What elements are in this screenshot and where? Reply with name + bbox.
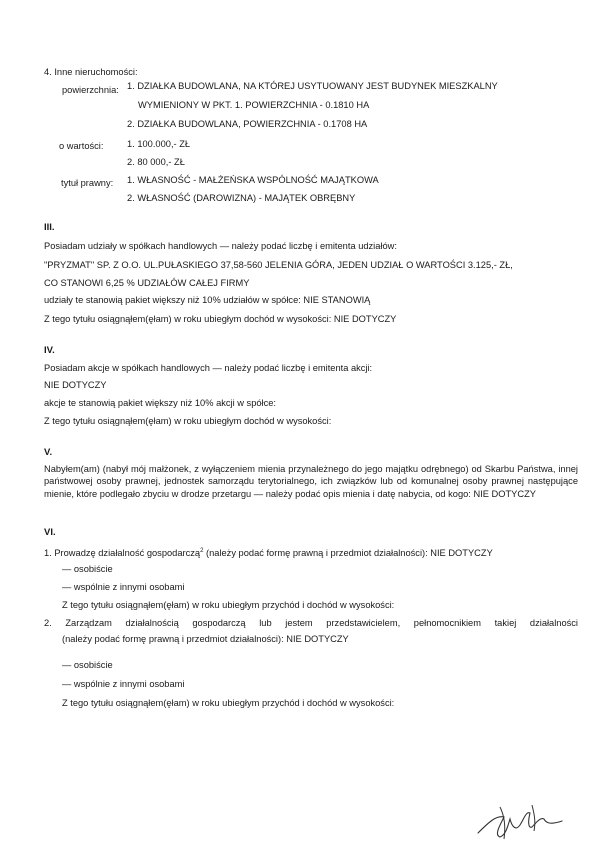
section-4-heading: IV. <box>44 345 55 356</box>
s4-title: 4. Inne nieruchomości: <box>44 67 138 77</box>
value-2: 2. 80 000,- ZŁ <box>127 157 185 167</box>
s3-line-2: "PRYZMAT" SP. Z O.O. UL.PUŁASKIEGO 37,58-560 JELENIA GÓRA, JEDEN UDZIAŁ O WARTOŚCI 3.125,- ZŁ, <box>44 260 513 270</box>
s4b-line-3: akcje te stanowią pakiet większy niż 10% akcji w spółce: <box>44 398 277 408</box>
s3-line-3: CO STANOWI 6,25 % UDZIAŁÓW CAŁEJ FIRMY <box>44 278 250 288</box>
s6-item-1-b: (należy podać formę prawną i przedmiot działalności): NIE DOTYCZY <box>203 548 493 559</box>
s3-line-1: Posiadam udziały w spółkach handlowych — należy podać liczbę i emitenta udziałów: <box>44 241 397 251</box>
s6-item-1-a: 1. Prowadzę działalność gospodarczą <box>44 548 201 559</box>
value-1: 1. 100.000,- ZŁ <box>127 139 191 149</box>
s6-item-2b: (należy podać formę prawną i przedmiot działalności): NIE DOTYCZY <box>62 634 349 644</box>
title-label: tytuł prawny: <box>61 178 114 188</box>
s6-wspolnie-2: — wspólnie z innymi osobami <box>62 679 185 689</box>
section-6-heading: VI. <box>44 527 56 538</box>
s6-osobiscie-2: — osobiście <box>62 660 113 670</box>
s4b-line-4: Z tego tytułu osiągnąłem(ęłam) w roku ubiegłym dochód w wysokości: <box>44 416 332 426</box>
section-5-heading: V. <box>44 447 53 458</box>
area-1a: 1. DZIAŁKA BUDOWLANA, NA KTÓREJ USYTUOWANY JEST BUDYNEK MIESZKALNY <box>127 81 498 91</box>
s6-income-2: Z tego tytułu osiągnąłem(ęłam) w roku ubiegłym przychód i dochód w wysokości: <box>62 698 395 708</box>
title-2: 2. WŁASNOŚĆ (DAROWIZNA) - MAJĄTEK OBRĘBNY <box>127 193 356 203</box>
s6-wspolnie-1: — wspólnie z innymi osobami <box>62 582 185 592</box>
s4b-line-1: Posiadam akcje w spółkach handlowych — należy podać liczbę i emitenta akcji: <box>44 363 373 373</box>
s4b-line-2: NIE DOTYCZY <box>44 380 107 390</box>
title-1: 1. WŁASNOŚĆ - MAŁŻEŃSKA WSPÓLNOŚĆ MAJĄTKOWA <box>127 175 379 185</box>
s3-line-4: udziały te stanowią pakiet większy niż 10% udziałów w spółce: NIE STANOWIĄ <box>44 295 371 305</box>
s3-line-5: Z tego tytułu osiągnąłem(ęłam) w roku ubiegłym dochód w wysokości: NIE DOTYCZY <box>44 314 397 324</box>
signature-image <box>470 795 570 845</box>
area-label: powierzchnia: <box>62 85 119 95</box>
area-2: 2. DZIAŁKA BUDOWLANA, POWIERZCHNIA - 0.1708 HA <box>127 119 368 129</box>
value-label: o wartości: <box>59 141 104 151</box>
s5-paragraph: Nabyłem(am) (nabył mój małżonek, z wyłączeniem mienia przynależnego do jego majątku odrębnego) od Skarbu Państwa, innej państwowej osoby prawnej, jednostek samorządu terytorialnego, ich związków lub od komunalnej osoby prawnej następujące mienie, które podlegało zbyciu w drodze przetargu — należy podać opis mienia i datę nabycia, od kogo: NIE DOTYCZY <box>44 464 578 499</box>
area-1b: WYMIENIONY W PKT. 1. POWIERZCHNIA - 0.1810 HA <box>138 100 370 110</box>
section-3-heading: III. <box>44 222 55 233</box>
s6-osobiscie-1: — osobiście <box>62 564 113 574</box>
s6-item-2a: 2. Zarządzam działalnością gospodarczą lub jestem przedstawicielem, pełnomocnikiem takiej działalności <box>44 618 578 628</box>
footnote-ref: 2 <box>200 548 204 554</box>
s6-income-1: Z tego tytułu osiągnąłem(ęłam) w roku ubiegłym przychód i dochód w wysokości: <box>62 600 395 610</box>
s6-item-1 <box>44 545 493 559</box>
